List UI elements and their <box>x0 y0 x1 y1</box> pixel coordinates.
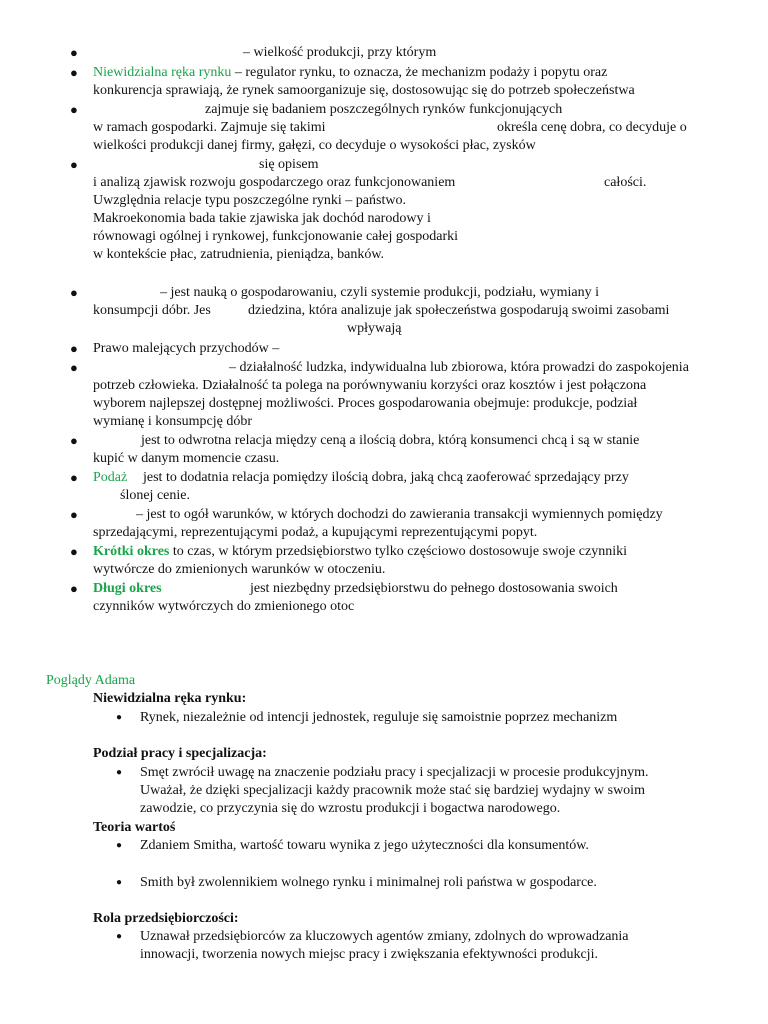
list-item-text: Smęt zwrócił uwagę na znaczenie podziału pracy i specjalizacji w procesie produkcyjnym. <box>140 765 649 780</box>
term-dlugi-okres: Długi okres <box>93 581 162 596</box>
list-item-text: Niewidzialna ręka rynku – regulator rynku, to oznacza, że mechanizm podaży i popytu oraz <box>93 65 608 80</box>
list-item-text: ślonej cenie. <box>120 488 190 503</box>
section-title: Poglądy Adama <box>46 673 136 688</box>
list-item-text: – jest to ogół warunków, w których dochodzi do zawierania transakcji wymiennych pomiędzy <box>136 507 663 522</box>
list-item-text: – działalność ludzka, indywidualna lub zbiorowa, która prowadzi do zaspokojenia <box>229 360 689 375</box>
list-item-text: potrzeb człowieka. Działalność ta polega na porównywaniu korzyści oraz kosztów i jest połączona <box>93 378 647 393</box>
list-item-text: – wielkość produkcji, przy którym <box>243 45 437 60</box>
list-item-text: Prawo malejących przychodów – <box>93 341 280 356</box>
term-krotki-okres: Krótki okres <box>93 544 170 559</box>
list-item-text: sprzedającymi, reprezentującymi podaż, a kupującymi reprezentującymi popyt. <box>93 525 538 540</box>
list-item-text: Krótki okres to czas, w którym przedsiębiorstwo tylko częściowo dostosowuje swoje czynniki <box>93 544 627 559</box>
subheading: Teoria wartoś <box>93 820 176 835</box>
bullet-dot: ● <box>70 470 78 485</box>
list-item-text: Zdaniem Smitha, wartość towaru wynika z jego użyteczności dla konsumentów. <box>140 838 589 853</box>
bullet-dot: ● <box>116 877 123 888</box>
subheading: Rola przedsiębiorczości: <box>93 911 239 926</box>
bullet-dot: ● <box>70 65 78 80</box>
list-item-text: określa cenę dobra, co decyduje o <box>497 120 687 135</box>
list-item-text: – jest nauką o gospodarowaniu, czyli systemie produkcji, podziału, wymiany i <box>160 285 599 300</box>
bullet-dot: ● <box>116 767 123 778</box>
bullet-dot: ● <box>70 360 78 375</box>
subheading: Niewidzialna ręka rynku: <box>93 691 247 706</box>
bullet-dot: ● <box>70 157 78 172</box>
list-item-text: Uznawał przedsiębiorców za kluczowych agentów zmiany, zdolnych do wprowadzania <box>140 929 629 944</box>
list-item-text: wielkości produkcji danej firmy, gałęzi, co decyduje o wysokości płac, zysków <box>93 138 536 153</box>
subheading: Podział pracy i specjalizacja: <box>93 746 267 761</box>
list-item-text: jest to odwrotna relacja między ceną a ilością dobra, którą konsumenci chcą i są w stanie <box>141 433 640 448</box>
list-item-text: Makroekonomia bada takie zjawiska jak dochód narodowy i <box>93 211 431 226</box>
list-item-text: się opisem <box>259 157 319 172</box>
list-item-text: w kontekście płac, zatrudnienia, pieniądza, banków. <box>93 247 385 262</box>
list-item-text: Uważał, że dzięki specjalizacji każdy pracownik może stać się bardziej wydajny w swoim <box>140 783 645 798</box>
list-item-text: konkurencja sprawiają, że rynek samoorganizuje się, dostosowując się do potrzeb społeczeństwa <box>93 83 635 98</box>
list-item-text: i analizą zjawisk rozwoju gospodarczego oraz funkcjonowaniem <box>93 175 456 190</box>
list-item-text: czynników wytwórczych do zmienionego otoc <box>93 599 355 614</box>
bullet-dot: ● <box>70 433 78 448</box>
bullet-dot: ● <box>116 712 123 723</box>
list-item-text: kupić w danym momencie czasu. <box>93 451 280 466</box>
list-item-text: wymianę i konsumpcję dóbr <box>93 414 253 429</box>
list-item-text: wpływają <box>347 321 402 336</box>
list-item-text: wyborem najlepszej dostępnej możliwości. Proces gospodarowania obejmuje: produkcje, podział <box>93 396 638 411</box>
bullet-dot: ● <box>70 285 78 300</box>
list-item-text: wytwórcze do zmienionych warunków w otoczeniu. <box>93 562 386 577</box>
list-item-text: dziedzina, która analizuje jak społeczeństwa gospodarują swoimi zasobami <box>248 303 670 318</box>
list-item-text: innowacji, tworzenia nowych miejsc pracy i zwiększania efektywności produkcji. <box>140 947 598 962</box>
list-item-text: jest to dodatnia relacja pomiędzy ilością dobra, jaką chcą zaoferować sprzedający przy <box>143 470 629 485</box>
list-item-text: jest niezbędny przedsiębiorstwu do pełnego dostosowania swoich <box>250 581 618 596</box>
list-item-text: Uwzględnia relacje typu poszczególne rynki – państwo. <box>93 193 406 208</box>
bullet-dot: ● <box>116 840 123 851</box>
list-item-text: w ramach gospodarki. Zajmuje się takimi <box>93 120 326 135</box>
list-item-text: zajmuje się badaniem poszczególnych rynków funkcjonujących <box>205 102 563 117</box>
bullet-dot: ● <box>70 581 78 596</box>
bullet-dot: ● <box>70 544 78 559</box>
list-item-text: Smith był zwolennikiem wolnego rynku i minimalnej roli państwa w gospodarce. <box>140 875 597 890</box>
bullet-dot: ● <box>70 341 78 356</box>
bullet-dot: ● <box>70 45 78 60</box>
term-podaz: Podaż <box>93 470 128 485</box>
list-item-text: Rynek, niezależnie od intencji jednostek, reguluje się samoistnie poprzez mechanizm <box>140 710 618 725</box>
bullet-dot: ● <box>70 507 78 522</box>
list-item-text: równowagi ogólnej i rynkowej, funkcjonowanie całej gospodarki <box>93 229 459 244</box>
bullet-dot: ● <box>116 931 123 942</box>
bullet-dot: ● <box>70 102 78 117</box>
list-item-text: konsumpcji dóbr. Jes <box>93 303 211 318</box>
list-item-text: zawodzie, co przyczynia się do wzrostu produkcji i bogactwa narodowego. <box>140 801 561 816</box>
term-niewidzialna-reka: Niewidzialna ręka rynku <box>93 65 232 80</box>
list-item-text: całości. <box>604 175 647 190</box>
